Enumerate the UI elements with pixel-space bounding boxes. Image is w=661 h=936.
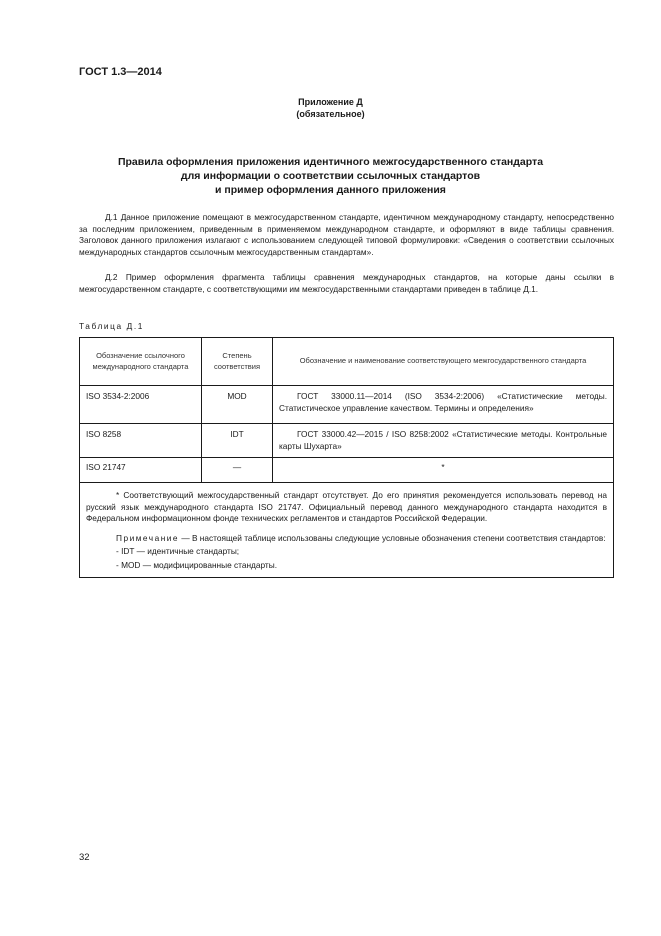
note-label: Примечание — [116, 532, 180, 543]
document-code: ГОСТ 1.3—2014 — [79, 66, 162, 78]
cell-intl: ISO 21747 — [80, 458, 202, 483]
table-footer-row — [80, 483, 614, 578]
comparison-table — [79, 337, 614, 578]
cell-degree: — — [202, 458, 273, 483]
cell-gost: * — [273, 458, 614, 483]
title-line-2: для информации о соответствии ссылочных стандартов — [180, 170, 481, 182]
table-row — [80, 386, 614, 424]
paragraph-d1: Д.1 Данное приложение помещают в межгосударственном стандарте, идентичном международному стандарту, непосредственно за последним приложением, приведенным в применяемом международном стандарте, и оформляют в виде таблицы сравнения. Заголовок данного приложения излагают с использованием следующей типовой формулировки: «Сведения о соответствии ссылочных международных стандартов ссылочным межгосударственным стандартам». — [79, 212, 614, 257]
table-row — [80, 424, 614, 458]
note — [86, 533, 607, 545]
cell-intl: ISO 3534-2:2006 — [80, 386, 202, 424]
note-item-mod: - MOD — модифицированные стандарты. — [116, 559, 278, 570]
title-line-3: и пример оформления данного приложения — [215, 184, 446, 196]
footnote: * Соответствующий межгосударственный стандарт отсутствует. До его принятия рекомендуется использовать перевод на русский язык международного стандарта ISO 21747. Официальный перевод данного международного стандарта находится в Федеральном информационном фонде технических регламентов и стандартов Российской Федерации. — [86, 490, 607, 523]
cell-degree: IDT — [202, 424, 273, 458]
title-line-1: Правила оформления приложения идентичного межгосударственного стандарта — [117, 156, 544, 168]
appendix-title — [60, 155, 601, 197]
table-header-row — [80, 338, 614, 386]
cell-gost: ГОСТ 33000.11—2014 (ISO 3534-2:2006) «Статистические методы. Статистическое управление качеством. Термины и определения» — [273, 386, 614, 424]
header-intl-standard: Обозначение ссылочного международного стандарта — [80, 338, 202, 386]
header-degree: Степень соответствия — [202, 338, 273, 386]
appendix-status: (обязательное) — [296, 109, 365, 119]
note-text: — В настоящей таблице использованы следующие условные обозначения степени соответствия стандартов: — [181, 532, 606, 543]
cell-intl: ISO 8258 — [80, 424, 202, 458]
table-footer — [80, 483, 614, 578]
note-item-idt: - IDT — идентичные стандарты; — [116, 546, 240, 556]
cell-degree: MOD — [202, 386, 273, 424]
table-caption: Таблица Д.1 — [79, 321, 144, 331]
paragraph-d2: Д.2 Пример оформления фрагмента таблицы сравнения международных стандартов, на которые даны ссылки в межгосударственном стандарте, с соответствующими им межгосударственными стандартами приведен в таблице Д.1. — [79, 272, 614, 294]
appendix-label: Приложение Д — [298, 97, 363, 107]
table-row — [80, 458, 614, 483]
header-gost-standard: Обозначение и наименование соответствующего межгосударственного стандарта — [273, 338, 614, 386]
appendix-heading — [0, 96, 661, 120]
cell-gost: ГОСТ 33000.42—2015 / ISO 8258:2002 «Статистические методы. Контрольные карты Шухарта» — [273, 424, 614, 458]
page-number: 32 — [79, 852, 90, 863]
